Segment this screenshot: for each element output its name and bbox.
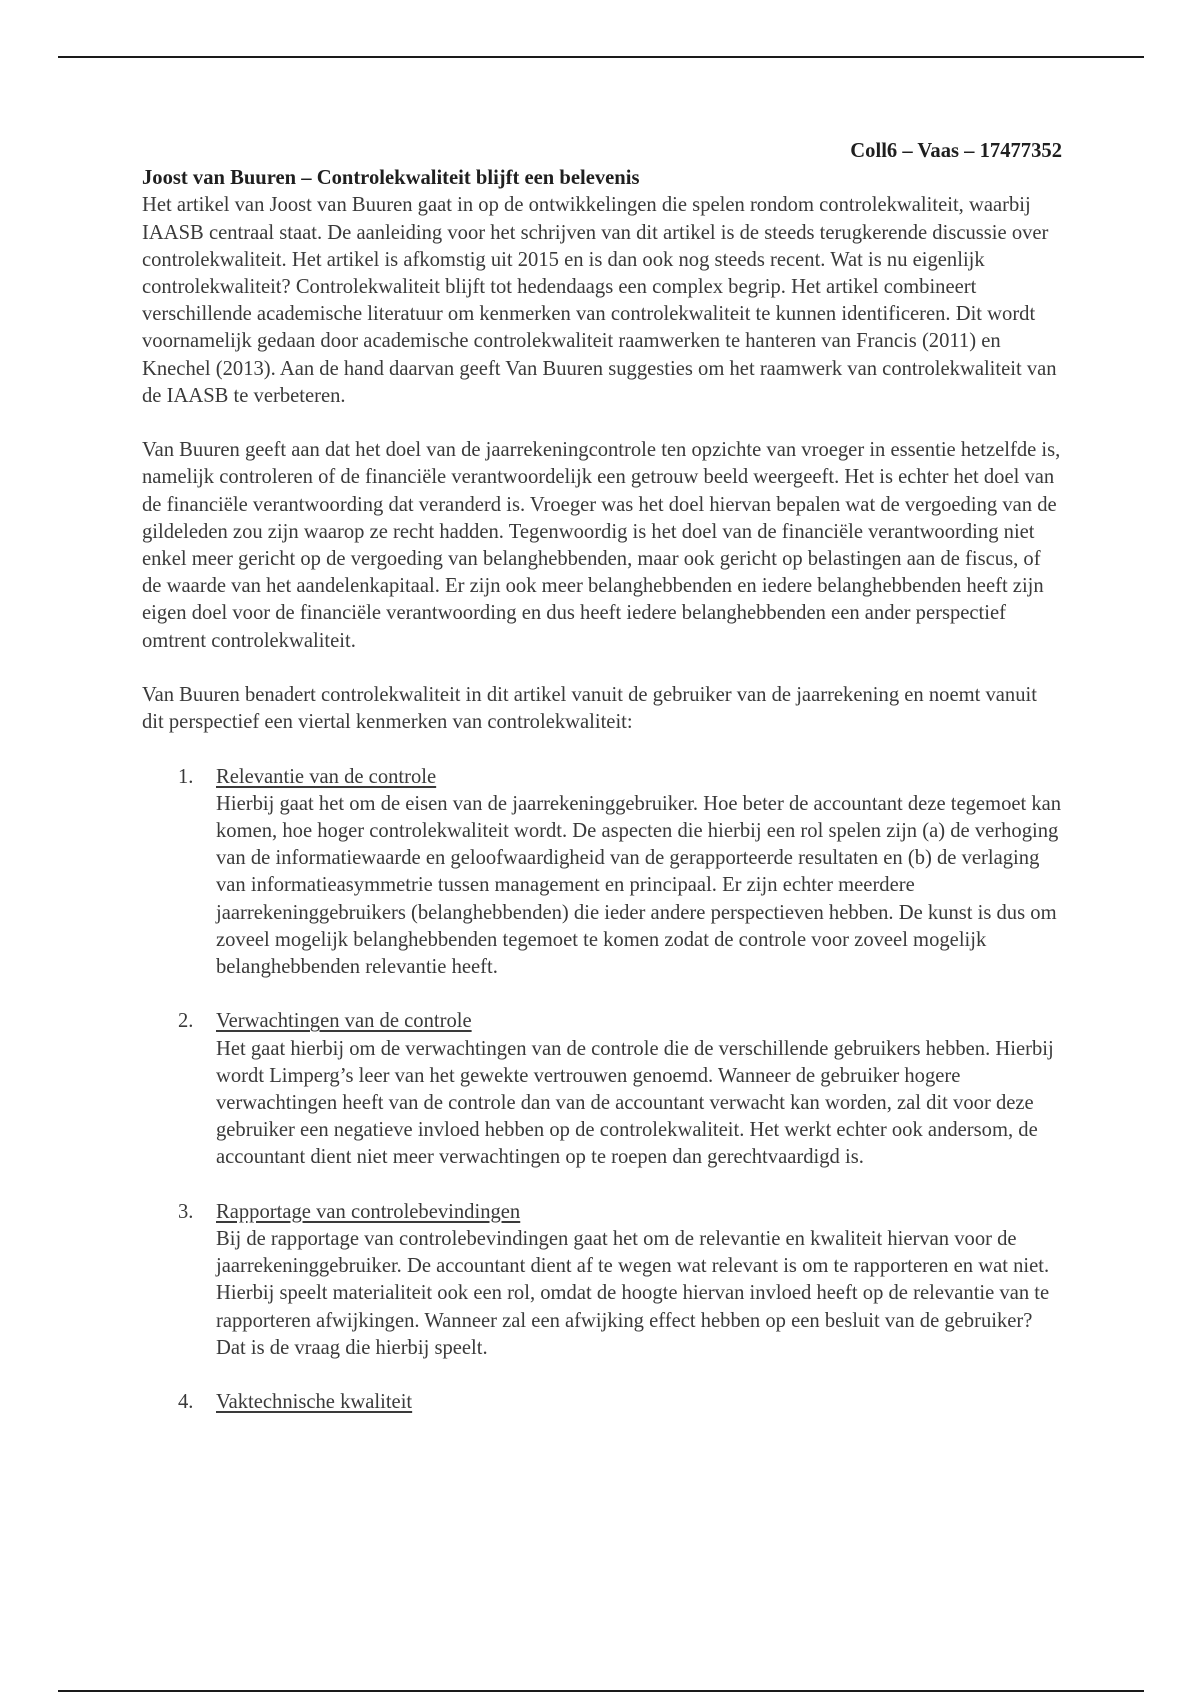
list-item — [142, 764, 1062, 982]
list-item-heading: Vaktechnische kwaliteit — [216, 1391, 413, 1414]
document-page — [142, 138, 1062, 1444]
document-reference: Coll6 – Vaas – 17477352 — [850, 140, 1062, 162]
list-item — [142, 1389, 1062, 1416]
list-item — [142, 1199, 1062, 1362]
list-item-body: Hierbij gaat het om de eisen van de jaarrekeninggebruiker. Hoe beter de accountant deze tegemoet kan komen, hoe hoger controlekwaliteit wordt. De aspecten die hierbij een rol spelen zijn (a) de verhoging van de informatiewaarde en geloofwaardigheid van de gerapporteerde resultaten en (b) de verlaging van informatieasymmetrie tussen management en principaal. Er zijn echter meerdere jaarrekeninggebruikers (belanghebbenden) die ieder andere perspectieven hebben. De kunst is dus om zoveel mogelijk belanghebbenden tegemoet te komen zodat de controle voor zoveel mogelijk belanghebbenden relevantie heeft. — [216, 792, 1062, 979]
paragraph-intro: Het artikel van Joost van Buuren gaat in op de ontwikkelingen die spelen rondom controlekwaliteit, waarbij IAASB centraal staat. De aanleiding voor het schrijven van dit artikel is de steeds terugkerende discussie over controlekwaliteit. Het artikel is afkomstig uit 2015 en is dan ook nog steeds recent. Wat is nu eigenlijk controlekwaliteit? Controlekwaliteit blijft tot hedendaags een complex begrip. Het artikel combineert verschillende academische literatuur om kenmerken van controlekwaliteit te kunnen identificeren. Dit wordt voornamelijk gedaan door academische controlekwaliteit raamwerken te hanteren van Francis (2011) en Knechel (2013). Aan de hand daarvan geeft Van Buuren suggesties om het raamwerk van controlekwaliteit van de IAASB te verbeteren. — [142, 194, 1057, 407]
list-item-heading: Verwachtingen van de controle — [216, 1010, 472, 1033]
top-rule — [58, 56, 1144, 58]
paragraph-characteristics: Van Buuren benadert controlekwaliteit in dit artikel vanuit de gebruiker van de jaarrekening en noemt vanuit dit perspectief een viertal kenmerken van controlekwaliteit: — [142, 684, 1037, 734]
paragraph-purpose: Van Buuren geeft aan dat het doel van de jaarrekeningcontrole ten opzichte van vroeger in essentie hetzelfde is, namelijk controleren of de financiële verantwoordelijk een getrouw beeld weergeeft. Het is echter het doel van de financiële verantwoording dat veranderd is. Vroeger was het doel hiervan bepalen wat de vergoeding van de gildeleden zou zijn waarop ze recht hadden. Tegenwoordig is het doel van de financiële verantwoording niet enkel meer gericht op de vergoeding van belanghebbenden, maar ook gericht op belastingen aan de fiscus, of de waarde van het aandelenkapitaal. Er zijn ook meer belanghebbenden en iedere belanghebbenden heeft zijn eigen doel voor de financiële verantwoording en dus heeft iedere belanghebbenden een ander perspectief omtrent controlekwaliteit. — [142, 439, 1061, 652]
list-item-heading: Rapportage van controlebevindingen — [216, 1200, 521, 1223]
bottom-rule — [58, 1690, 1144, 1692]
list-item — [142, 1008, 1062, 1171]
list-item-number: 3. — [178, 1200, 194, 1223]
list-item-number: 1. — [178, 765, 194, 788]
characteristics-list — [142, 764, 1062, 1417]
list-item-number: 4. — [178, 1391, 194, 1414]
article-title: Joost van Buuren – Controlekwaliteit blijft een belevenis — [142, 167, 640, 190]
list-item-number: 2. — [178, 1010, 194, 1033]
list-item-heading: Relevantie van de controle — [216, 765, 437, 788]
list-item-body: Het gaat hierbij om de verwachtingen van de controle die de verschillende gebruikers hebben. Hierbij wordt Limperg’s leer van het gewekte vertrouwen genoemd. Wanneer de gebruiker hogere verwachtingen heeft van de controle dan van de accountant verwacht kan worden, zal dit voor deze gebruiker een negatieve invloed hebben op de controlekwaliteit. Het werkt echter ook andersom, de accountant dient niet meer verwachtingen op te roepen dan gerechtvaardigd is. — [216, 1037, 1054, 1169]
list-item-body: Bij de rapportage van controlebevindingen gaat het om de relevantie en kwaliteit hiervan voor de jaarrekeninggebruiker. De accountant dient af te wegen wat relevant is om te rapporteren en wat niet. Hierbij speelt materialiteit ook een rol, omdat de hoogte hiervan invloed heeft op de relevantie van te rapporteren afwijkingen. Wanneer zal een afwijking effect hebben op een besluit van de gebruiker? Dat is de vraag die hierbij speelt. — [216, 1228, 1050, 1359]
